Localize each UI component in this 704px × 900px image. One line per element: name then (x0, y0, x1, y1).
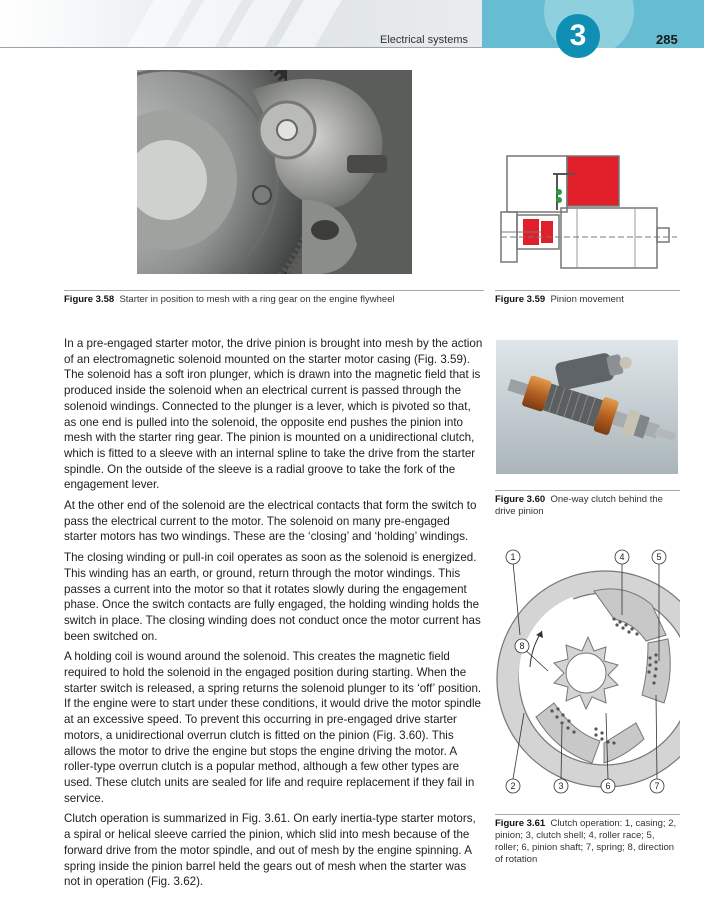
figure-label: Figure 3.58 (64, 294, 115, 305)
paragraph: The closing winding or pull-in coil operates as soon as the solenoid is energized. This winding has an earth, or ground, return through the motor windings. This passes a current into the motor so that it rotates slowly during the engagement phase. Once the switch contacts are fully engaged, the holding winding holds the switch in place. The closing winding does not conduct once the motor current has been switched on. (64, 551, 481, 643)
header-rule (0, 47, 482, 48)
page-number: 285 (656, 32, 678, 47)
paragraph: At the other end of the solenoid are the electrical contacts that form the switch to pass the electrical current to the motor. The solenoid on many pre-engaged starter motors has two windings. These are the ‘closing’ and ‘holding’ windings. (64, 499, 477, 544)
caption-rule (495, 814, 680, 815)
figure-label: Figure 3.61 (495, 818, 546, 829)
callout-4: 4 (619, 552, 625, 562)
running-header-section: Electrical systems (380, 34, 469, 46)
callout-2: 2 (510, 781, 516, 791)
callout-8: 8 (519, 641, 525, 651)
figure-3-61-diagram (496, 543, 680, 801)
callout-6: 6 (605, 781, 611, 791)
figure-label: Figure 3.60 (495, 494, 546, 505)
paragraph: In a pre-engaged starter motor, the drive pinion is brought into mesh by the action of an electromagnetic solenoid mounted on the starter motor casing (Fig. 3.59). The solenoid has a soft iron plunger, which is drawn into the magnetic field that is produced inside the solenoid when an electrical current is passed through the solenoid windings. Connected to the plunger is a lever, which is pivoted so that, as one end is pulled into the solenoid, the opposite end pushes the pinion into mesh with the starter ring gear. The pinion is mounted on a unidirectional clutch, which is fitted to a sleeve with an internal spline to take the drive from the starter spindle. On the outside of the sleeve is a radial groove to take the fork of the engagement lever. (64, 337, 483, 492)
figure-3-59-caption (495, 294, 680, 306)
caption-rule (64, 290, 484, 291)
paragraph: Clutch operation is summarized in Fig. 3.61. On early inertia-type starter motors, a spiral or helical sleeve carried the pinion, which slid into mesh because of the forward drive from the motor spindle, and out of mesh by the engine spinning. A spring inside the pinion barrel held the gears out of mesh when the starter was not in operation (Fig. 3.62). (64, 812, 476, 889)
callout-5: 5 (656, 552, 662, 562)
figure-3-61-caption (495, 818, 680, 866)
figure-label: Figure 3.59 (495, 294, 546, 305)
caption-rule (495, 490, 680, 491)
caption-text: Starter in position to mesh with a ring gear on the engine flywheel (119, 294, 395, 305)
callout-3: 3 (558, 781, 564, 791)
paragraph: A holding coil is wound around the solenoid. This creates the magnetic field required to hold the solenoid in the engaged position during starting. When the starter switch is released, a spring returns the solenoid plunger to its ‘off’ position. If the engine were to start under these conditions, it would drive the motor spindle at an excessive speed. To prevent this occurring in pre-engaged drive starter motors, a unidirectional overrun clutch is fitted on the pinion (Fig. 3.60). This allows the motor to drive the engine but stops the engine driving the motor. A roller-type overrun clutch is a popular method, although a few other types are used. These clutch units are sealed for life and require replacement if they fail in service. (64, 650, 482, 805)
caption-text: One-way clutch behind the drive pinion (495, 494, 663, 517)
figure-3-58-caption (64, 294, 484, 306)
body-text-column (64, 336, 484, 895)
callout-1: 1 (510, 552, 516, 562)
caption-text: Clutch operation: 1, casing; 2, pinion; 3, clutch shell; 4, roller race; 5, roller; 6, pinion shaft; 7, spring; 8, direction of rotation (495, 818, 677, 865)
callout-7: 7 (654, 781, 660, 791)
figure-3-59-diagram (495, 150, 680, 276)
chapter-badge: 3 (556, 14, 600, 58)
figure-3-60-photo (496, 340, 678, 474)
caption-text: Pinion movement (550, 294, 624, 305)
figure-3-58-photo (137, 70, 412, 274)
caption-rule (495, 290, 680, 291)
figure-3-60-caption (495, 494, 680, 518)
